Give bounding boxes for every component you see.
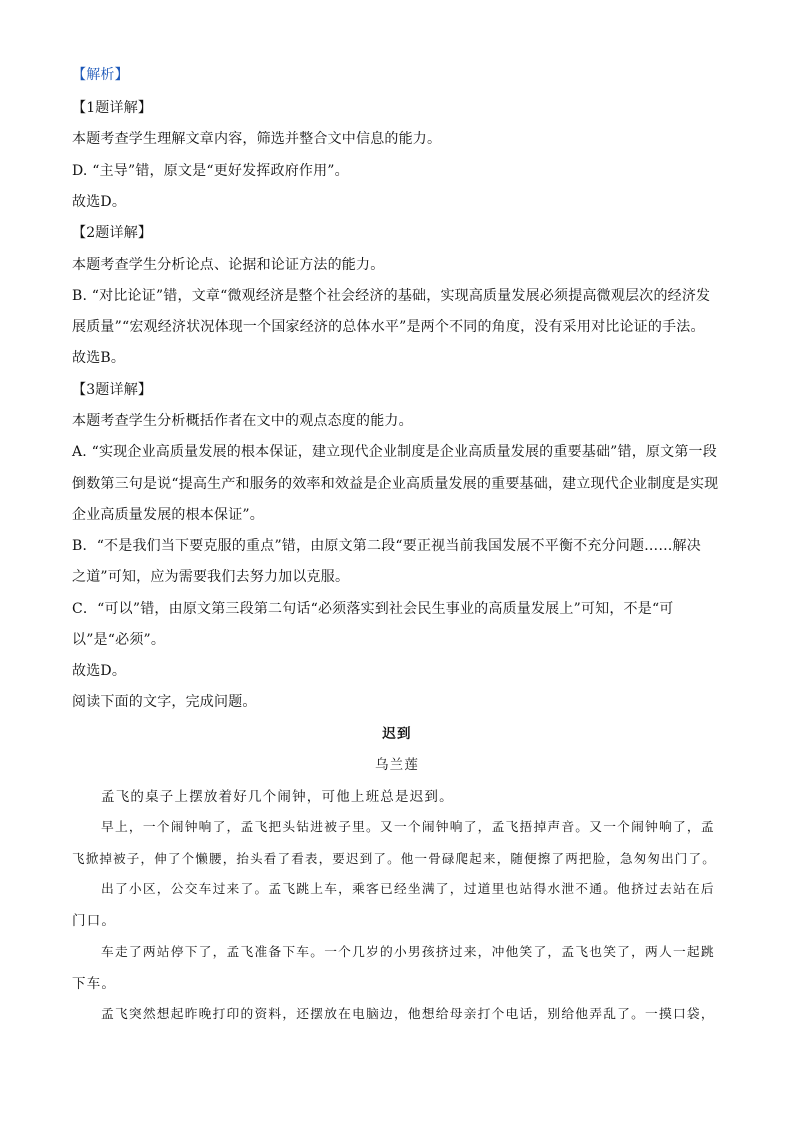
q2-line: 本题考查学生分析论点、论据和论证方法的能力。 xyxy=(72,257,385,273)
story-paragraph-line: 下车。 xyxy=(72,976,117,992)
q1-line: 本题考查学生理解文章内容，筛选并整合文中信息的能力。 xyxy=(72,131,442,147)
q3-line: C．“可以”错，由原文第三段第二句话“必须落实到社会民生事业的高质量发展上”可知，不是“可 xyxy=(72,601,674,617)
q3-line: 本题考查学生分析概括作者在文中的观点态度的能力。 xyxy=(72,413,413,429)
q3-line: 故选D。 xyxy=(72,663,127,679)
story-paragraph-line: 早上，一个闹钟响了，孟飞把头钻进被子里。又一个闹钟响了，孟飞捂掉声音。又一个闹钟响了，孟 xyxy=(101,820,715,835)
q3-line: 以”是“必须”。 xyxy=(72,632,166,648)
reading-instruction: 阅读下面的文字，完成问题。 xyxy=(72,694,257,710)
q2-heading: 【2题详解】 xyxy=(72,225,153,241)
q1-heading: 【1题详解】 xyxy=(72,100,153,116)
analysis-heading: 【解析】 xyxy=(72,67,129,83)
q1-line: 故选D。 xyxy=(72,194,127,210)
story-paragraph-line: 门口。 xyxy=(72,913,117,929)
q2-line: 故选B。 xyxy=(72,350,126,366)
q3-line: B．“不是我们当下要克服的重点”错，由原文第二段“要正视当前我国发展不平衡不充分问题……解决 xyxy=(72,538,701,554)
q1-line: D. “主导”错，原文是“更好发挥政府作用”。 xyxy=(72,163,349,179)
story-title: 迟到 xyxy=(382,726,412,742)
story-author: 乌兰莲 xyxy=(374,757,420,773)
q2-line: B. “对比论证”错，文章“微观经济是整个社会经济的基础，实现高质量发展必须提高微观层次的经济发 xyxy=(72,288,711,304)
story-paragraph-line: 孟飞的桌子上摆放着好几个闹钟，可他上班总是迟到。 xyxy=(101,789,454,805)
q3-line: 倒数第三句是说“提高生产和服务的效率和效益是企业高质量发展的重要基础，建立现代企业制度是实现 xyxy=(72,476,719,492)
story-paragraph-line: 车走了两站停下了，孟飞准备下车。一个几岁的小男孩挤过来，冲他笑了，孟飞也笑了，两人一起跳 xyxy=(101,945,715,960)
story-paragraph-line: 孟飞突然想起昨晚打印的资料，还摆放在电脑边，他想给母亲打个电话，别给他弄乱了。一摸口袋， xyxy=(101,1007,715,1022)
q2-line: 展质量”“宏观经济状况体现一个国家经济的总体水平”是两个不同的角度，没有采用对比论证的手法。 xyxy=(72,319,705,335)
q3-line: 企业高质量发展的根本保证”。 xyxy=(72,507,264,523)
q3-line: 之道”可知，应为需要我们去努力加以克服。 xyxy=(72,569,350,585)
story-paragraph-line: 飞掀掉被子，伸了个懒腰，抬头看了看表，要迟到了。他一骨碌爬起来，随便擦了两把脸，急匆匆出门了。 xyxy=(72,851,716,866)
q3-heading: 【3题详解】 xyxy=(72,382,153,398)
story-paragraph-line: 出了小区，公交车过来了。孟飞跳上车，乘客已经坐满了，过道里也站得水泄不通。他挤过去站在后 xyxy=(101,882,715,897)
q3-line: A. “实现企业高质量发展的根本保证，建立现代企业制度是企业高质量发展的重要基础”错，原文第一段 xyxy=(72,444,717,460)
